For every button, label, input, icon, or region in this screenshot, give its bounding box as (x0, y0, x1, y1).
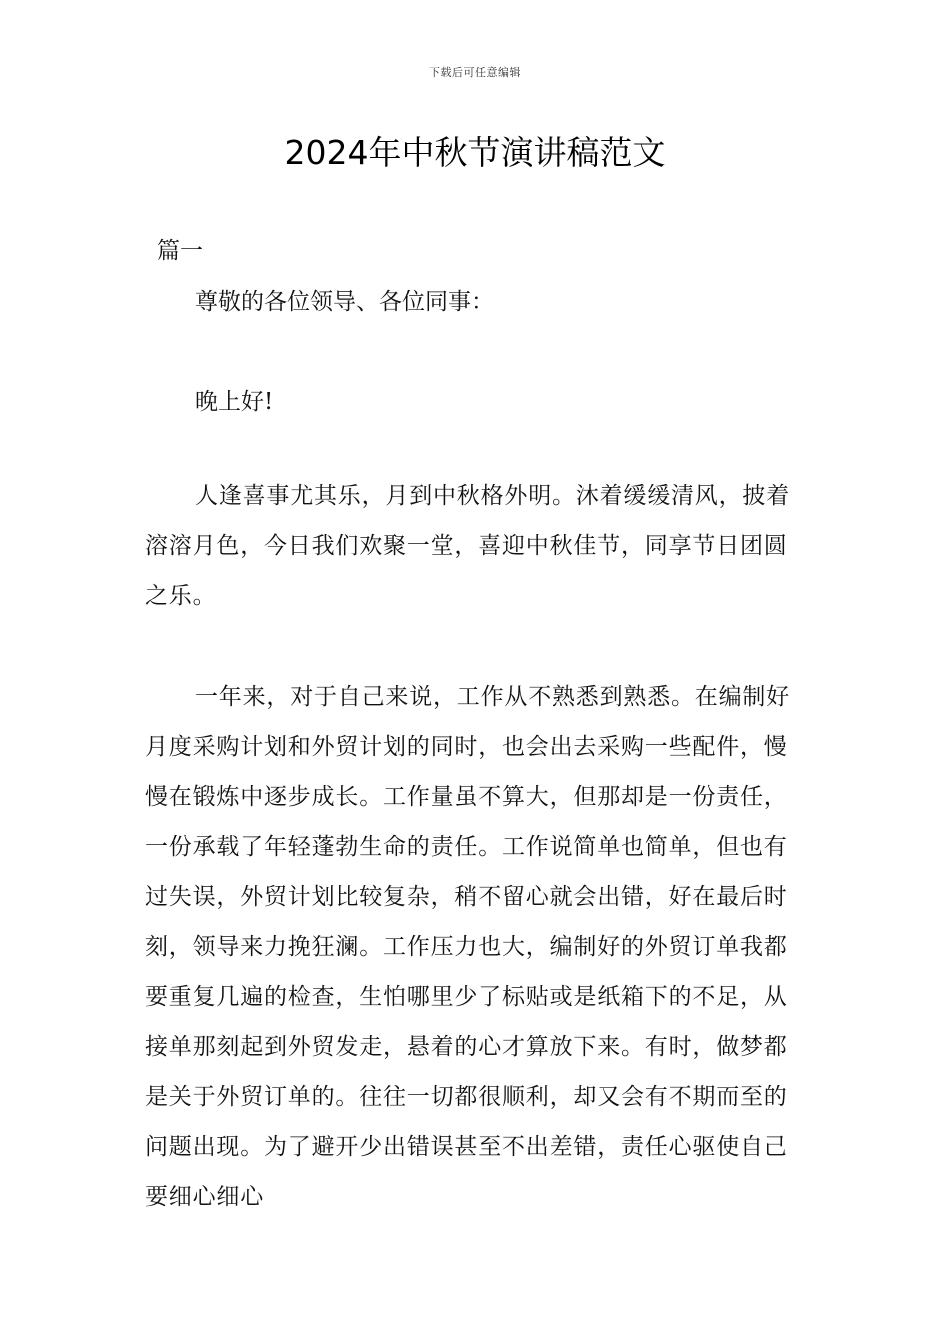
salutation: 尊敬的各位领导、各位同事： (195, 289, 494, 315)
body-paragraph: 一年来，对于自己来说，工作从不熟悉到熟悉。在编制好月度采购计划和外贸计划的同时，也会出去采购一些配件，慢慢在锻炼中逐步成长。工作量虽不算大，但那却是一份责任，一份承载了年轻蓬勃生命的责任。工作说简单也简单，但也有过失误，外贸计划比较复杂，稍不留心就会出错，好在最后时刻，领导来力挽狂澜。工作压力也大，编制好的外贸订单我都要重复几遍的检查，生怕哪里少了标贴或是纸箱下的不足，从接单那刻起到外贸发走，悬着的心才算放下来。有时，做梦都是关于外贸订单的。往往一切都很顺利，却又会有不期而至的问题出现。为了避开少出错误甚至不出差错，责任心驱使自己要细心细心 (145, 684, 790, 1210)
body-paragraph: 人逢喜事尤其乐，月到中秋格外明。沐着缓缓清风，披着溶溶月色，今日我们欢聚一堂，喜迎中秋佳节，同享节日团圆之乐。 (145, 483, 790, 609)
greeting: 晚上好! (195, 389, 274, 415)
document-title: 2024年中秋节演讲稿范文 (284, 133, 666, 172)
section-label: 篇一 (157, 238, 203, 264)
header-note: 下载后可任意编辑 (429, 66, 521, 79)
